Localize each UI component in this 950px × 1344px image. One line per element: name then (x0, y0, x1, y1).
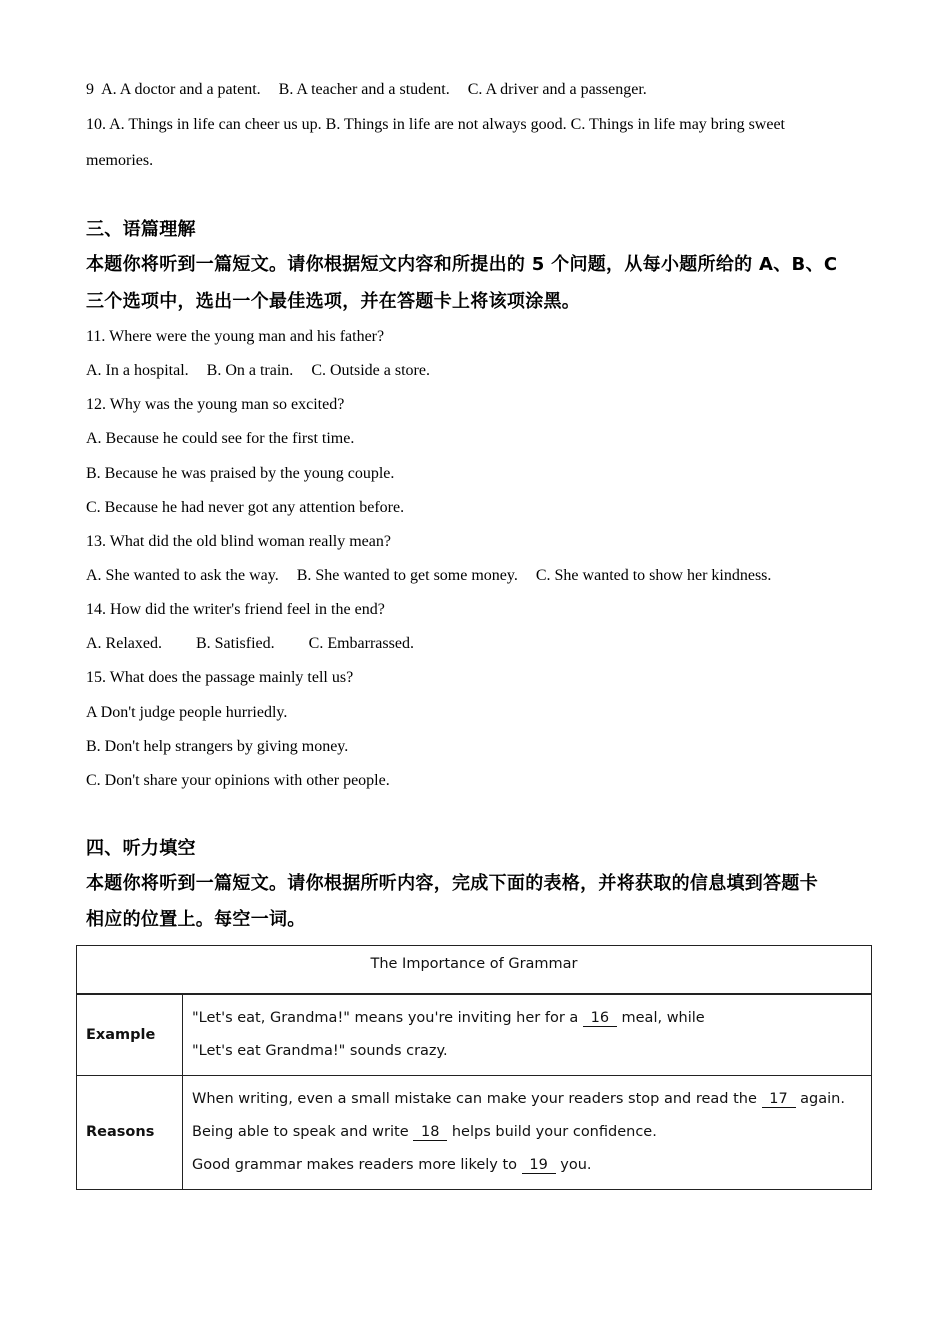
blank-16[interactable]: 16 (583, 1010, 617, 1027)
example-content (183, 994, 872, 1075)
question-10-line1: 10. A. Things in life can cheer us up. B. Things in life are not always good. C. Things in life may bring sweet (86, 116, 785, 133)
question-14-options (86, 634, 414, 654)
q15-option-a: A Don't judge people hurriedly. (86, 704, 288, 721)
q9-option-c: C. A driver and a passenger. (467, 81, 647, 98)
q13-option-c: C. She wanted to show her kindness. (535, 567, 772, 584)
question-12: 12. Why was the young man so excited? (86, 396, 345, 413)
reason2-end: helps build your confidence. (451, 1123, 657, 1140)
example-line1-end: meal, while (621, 1009, 705, 1026)
q12-option-a: A. Because he could see for the first time. (86, 430, 355, 447)
q9-option-a: A. A doctor and a patent. (101, 81, 261, 98)
q11-option-c: C. Outside a store. (311, 362, 430, 379)
question-11: 11. Where were the young man and his father? (86, 328, 385, 345)
q13-option-a: A. She wanted to ask the way. (86, 567, 279, 584)
section-4-instruction-line2: 相应的位置上。每空一词。 (86, 909, 306, 930)
reason2-text: Being able to speak and write (192, 1123, 409, 1140)
reason3-text: Good grammar makes readers more likely to (192, 1156, 518, 1173)
q12-option-b: B. Because he was praised by the young couple. (86, 465, 395, 482)
question-15: 15. What does the passage mainly tell us? (86, 669, 354, 686)
reason-line-3 (192, 1149, 871, 1182)
example-label: Example (77, 994, 183, 1075)
question-9 (86, 80, 647, 100)
table-row-example (77, 994, 872, 1075)
section-4-title: 四、听力填空 (86, 838, 196, 859)
reasons-content (183, 1075, 872, 1189)
question-14: 14. How did the writer's friend feel in the end? (86, 601, 385, 618)
section-3-instruction-line1: 本题你将听到一篇短文。请你根据短文内容和所提出的 5 个问题，从每小题所给的 A、B、C (86, 254, 838, 275)
example-line1-text: "Let's eat, Grandma!" means you're inviting her for a (192, 1009, 579, 1026)
table-title: The Importance of Grammar (370, 956, 578, 972)
q14-option-b: B. Satisfied. (195, 635, 275, 652)
question-13-options (86, 566, 771, 586)
q14-option-a: A. Relaxed. (86, 635, 162, 652)
q9-number: 9 (86, 81, 94, 98)
section-4-instruction-line1: 本题你将听到一篇短文。请你根据所听内容，完成下面的表格，并将获取的信息填到答题卡 (86, 873, 818, 894)
grammar-table (76, 945, 872, 1190)
q15-option-c: C. Don't share your opinions with other people. (86, 772, 390, 789)
reason3-end: you. (560, 1156, 592, 1173)
example-line-2: "Let's eat Grandma!" sounds crazy. (192, 1042, 448, 1059)
question-13: 13. What did the old blind woman really mean? (86, 533, 391, 550)
q9-option-b: B. A teacher and a student. (278, 81, 450, 98)
reason-line-1 (192, 1083, 871, 1116)
section-3-title: 三、语篇理解 (86, 219, 196, 240)
reason1-text: When writing, even a small mistake can make your readers stop and read the (192, 1090, 757, 1107)
table-row-reasons (77, 1075, 872, 1189)
q12-option-c: C. Because he had never got any attention before. (86, 499, 405, 516)
blank-19[interactable]: 19 (522, 1157, 556, 1174)
q14-option-c: C. Embarrassed. (308, 635, 414, 652)
q11-option-a: A. In a hospital. (86, 362, 189, 379)
example-line-1 (192, 1002, 871, 1035)
table-title-row (77, 946, 872, 995)
question-10-line2: memories. (86, 152, 154, 169)
q11-option-b: B. On a train. (206, 362, 294, 379)
q15-option-b: B. Don't help strangers by giving money. (86, 738, 349, 755)
blank-17[interactable]: 17 (762, 1091, 796, 1108)
blank-18[interactable]: 18 (413, 1124, 447, 1141)
reason-line-2 (192, 1116, 871, 1149)
section-3-instruction-line2: 三个选项中，选出一个最佳选项，并在答题卡上将该项涂黑。 (86, 291, 581, 312)
table-title-cell (77, 946, 872, 995)
reasons-label: Reasons (77, 1075, 183, 1189)
reason1-end: again. (800, 1090, 845, 1107)
q13-option-b: B. She wanted to get some money. (296, 567, 518, 584)
question-11-options (86, 361, 430, 381)
